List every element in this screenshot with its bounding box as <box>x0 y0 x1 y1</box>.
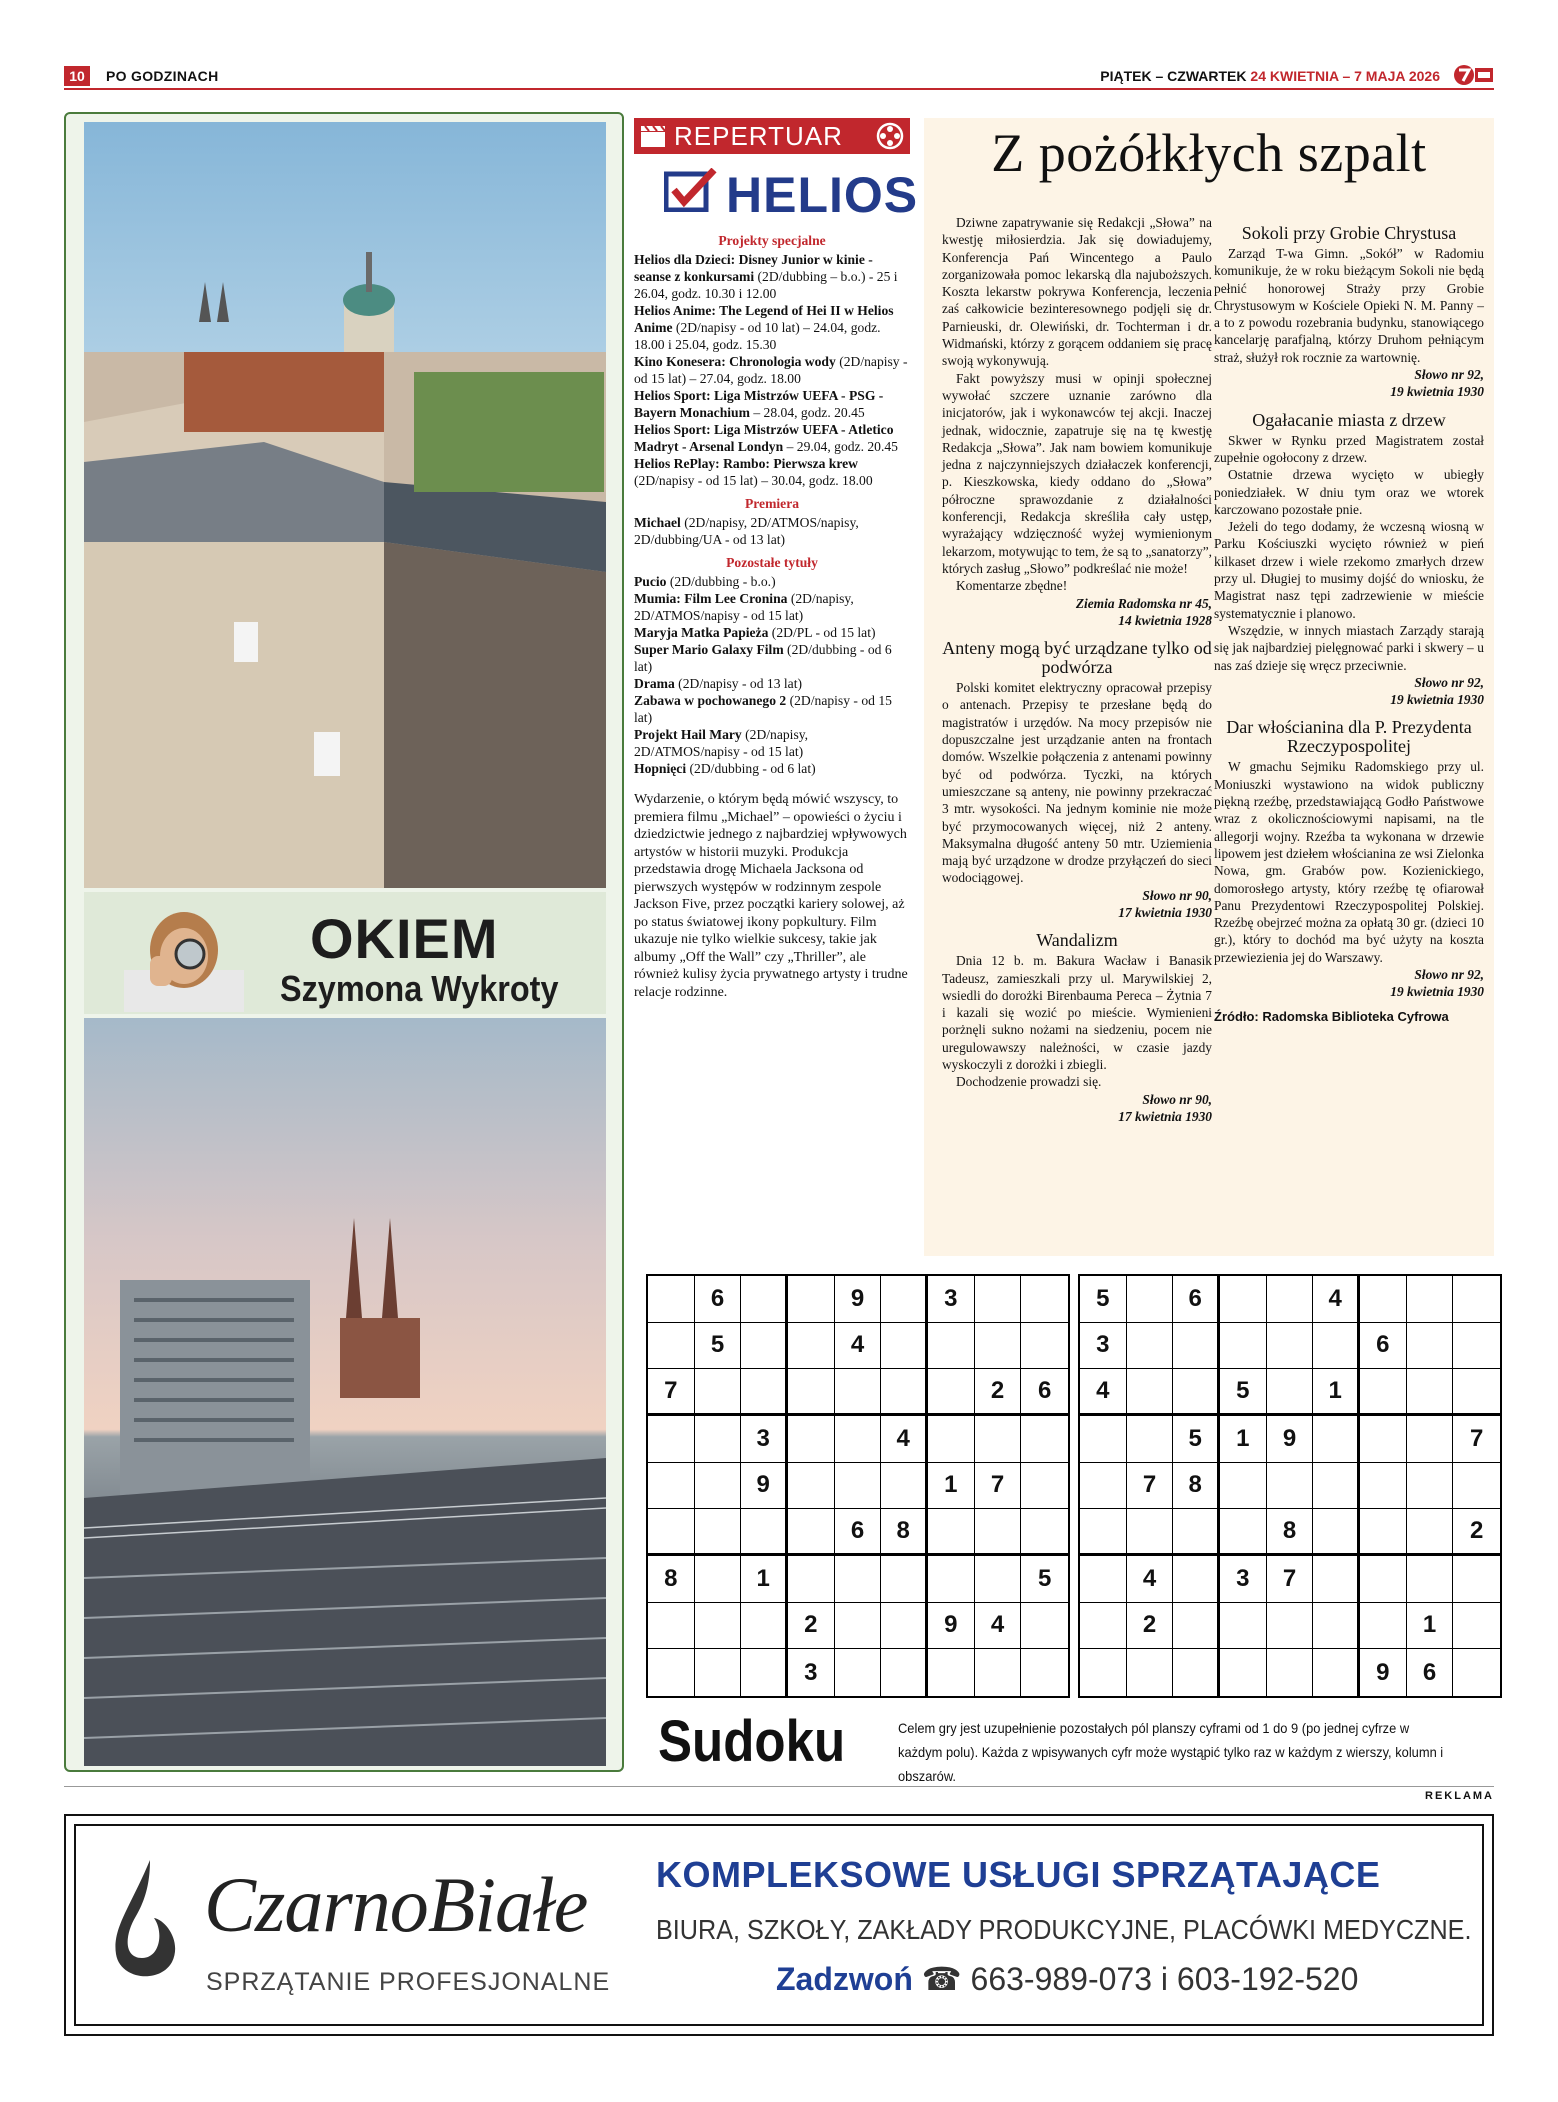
sudoku-cell[interactable] <box>1453 1603 1500 1650</box>
sudoku-cell[interactable] <box>1021 1603 1068 1650</box>
sudoku-cell[interactable] <box>1021 1323 1068 1370</box>
ad-brand-tagline: SPRZĄTANIE PROFESJONALNE <box>206 1968 611 1996</box>
sudoku-cell[interactable] <box>1220 1603 1267 1650</box>
ad-subline: BIURA, SZKOŁY, ZAKŁADY PRODUKCYJNE, PLACÓWKI MEDYCZNE. <box>656 1914 1472 1945</box>
sudoku-cell[interactable] <box>928 1649 975 1696</box>
sudoku-cell[interactable] <box>1173 1603 1220 1650</box>
sudoku-cell[interactable]: 6 <box>1173 1276 1220 1323</box>
sudoku-cell[interactable] <box>788 1463 835 1510</box>
sudoku-cell[interactable] <box>1407 1556 1454 1603</box>
movie-details: (2D/napisy, 2D/ATMOS/napisy - od 15 lat) <box>634 727 809 759</box>
sudoku-cell[interactable]: 9 <box>1360 1649 1407 1696</box>
sudoku-cell[interactable]: 4 <box>835 1323 882 1370</box>
archive-title: Z pożółkłych szpalt <box>991 123 1427 183</box>
archive-paragraph: Polski komitet elektryczny opracował przepisy o antenach. Przepisy te przesłane będą do magistratów i urzędów. Na mocy przepisów nie dopuszczalne jest urządzanie anten na frontach domów. Wszelkie połączenia z antenami powinny być od podwórza. Tyczki, na których umieszczane są anteny, nie powinny przekraczać 3 mtr. wysokości. Na jednym kominie nie może być przymocowanych więcej, niż 2 anteny. Maksymalna długość anteny 50 mtr. Uziemienia mają być urządzone w drodze przyłączeń do sieci wodociągowej. <box>942 680 1212 886</box>
sudoku-cell[interactable]: 8 <box>1267 1509 1314 1556</box>
movie-title: Mumia: Film Lee Cronina <box>634 591 788 606</box>
repertoire-item <box>634 573 910 590</box>
city-rooftops-photo <box>84 122 606 888</box>
sudoku-cell[interactable] <box>1080 1556 1127 1603</box>
repertoire-item <box>634 624 910 641</box>
sudoku-cell[interactable]: 3 <box>1220 1556 1267 1603</box>
sudoku-cell[interactable] <box>1021 1649 1068 1696</box>
movie-title: Projekt Hail Mary <box>634 727 742 742</box>
sudoku-cell[interactable] <box>835 1416 882 1463</box>
movie-details: (2D/napisy - od 15 lat) <box>634 693 892 725</box>
archive-paragraph: Jeżeli do tego dodamy, że wczesną wiosną w Parku Kościuszki wycięto również w pień kilkaset drzew i wiele rzekomo zmarłych drzew przy ul. Długiej to musimy dojść do wniosku, że Magistrat nasz tępi zadrzewienie w mieście systematycznie i planowo. <box>1214 519 1484 621</box>
movie-details: (2D/napisy - od 15 lat) – 30.04, godz. 18.00 <box>634 473 873 488</box>
movie-title: Helios RePlay: Rambo: Pierwsza krew <box>634 456 858 471</box>
sudoku-cell[interactable] <box>1220 1649 1267 1696</box>
phone-icon: ☎ <box>921 1961 962 1997</box>
archive-source: Słowo nr 92, <box>1414 367 1484 383</box>
sudoku-cell[interactable] <box>1173 1556 1220 1603</box>
ad-phone-numbers: 663-989-073 i 603-192-520 <box>970 1961 1359 1997</box>
movie-details: (2D/napisy, 2D/ATMOS/napisy - od 15 lat) <box>634 591 854 623</box>
archive-headline: Sokoli przy Grobie Chrystusa <box>1241 223 1457 243</box>
sudoku-cell[interactable]: 4 <box>881 1416 928 1463</box>
sudoku-cell[interactable]: 8 <box>648 1556 695 1603</box>
railway-illustration <box>84 1018 606 1766</box>
archive-paragraph: Dziwne zapatrywanie się Redakcji „Słowa” na kwestję miłosierdzia. Jak się dowiadujemy, Konferencja Pań Wincentego a Paulo zorganizowała pomoc lekarską dla najuboższych. Koszta lekarstw pokrywa Konferencja, leczenia zaś całkowicie bezinteresownego podjęli się dr. Parnieuski, dr. Olewiński, dr. Tochterman i dr. Widmański, którzy z gorącem oddaniem się pracę swoją wykonywują. <box>942 215 1212 369</box>
archive-paragraph: Komentarze zbędne! <box>956 578 1068 594</box>
clapperboard-icon <box>640 124 666 148</box>
sudoku-cell[interactable] <box>1407 1369 1454 1416</box>
repertoire-item <box>634 514 910 548</box>
sudoku-cell[interactable] <box>695 1509 742 1556</box>
movie-details: (2D/napisy - od 13 lat) <box>674 676 803 691</box>
archive-headline: Anteny mogą być urządzane tylko od podwórza <box>942 638 1212 678</box>
city-railway-photo <box>84 1018 606 1766</box>
sudoku-cell[interactable]: 9 <box>928 1603 975 1650</box>
movie-title: Helios dla Dzieci: Disney Junior w kinie - seanse z konkursami <box>634 252 873 284</box>
sudoku-cell[interactable] <box>1021 1276 1068 1323</box>
sudoku-cell[interactable] <box>1220 1323 1267 1370</box>
sudoku-cell[interactable] <box>741 1369 788 1416</box>
sudoku-cell[interactable] <box>835 1463 882 1510</box>
archive-column-left <box>942 214 1212 1125</box>
sudoku-cell[interactable] <box>1407 1463 1454 1510</box>
sudoku-cell[interactable] <box>648 1276 695 1323</box>
sudoku-cell[interactable]: 8 <box>1173 1463 1220 1510</box>
sudoku-cell[interactable] <box>881 1556 928 1603</box>
sudoku-cell[interactable] <box>741 1276 788 1323</box>
archive-source: 17 kwietnia 1930 <box>1118 1108 1212 1124</box>
movie-details: (2D/dubbing - od 6 lat) <box>686 761 816 776</box>
sudoku-cell[interactable] <box>1220 1276 1267 1323</box>
sudoku-cell[interactable] <box>1127 1323 1174 1370</box>
archive-headline: Dar włościanina dla P. Prezydenta Rzeczypospolitej <box>1226 717 1472 757</box>
sudoku-cell[interactable] <box>695 1369 742 1416</box>
movie-details: (2D/napisy - od 15 lat) – 27.04, godz. 18.00 <box>634 354 908 386</box>
page-number: 10 <box>64 66 90 86</box>
sudoku-cell[interactable] <box>648 1509 695 1556</box>
archive-source: 19 kwietnia 1930 <box>1390 984 1484 1000</box>
sudoku-cell[interactable] <box>928 1416 975 1463</box>
sudoku-cell[interactable] <box>1021 1463 1068 1510</box>
sudoku-cell[interactable]: 4 <box>1313 1276 1360 1323</box>
sudoku-cell[interactable] <box>1127 1416 1174 1463</box>
repertoire-header-label: REPERTUAR <box>674 121 843 151</box>
page-header <box>64 64 1494 90</box>
archive-source: 19 kwietnia 1930 <box>1390 692 1484 708</box>
sudoku-cell[interactable] <box>1453 1463 1500 1510</box>
movie-title: Michael <box>634 515 681 530</box>
sudoku-cell[interactable]: 3 <box>788 1649 835 1696</box>
sudoku-cell[interactable] <box>1313 1323 1360 1370</box>
archive-column-right <box>1214 214 1484 1024</box>
sudoku-cell[interactable] <box>1080 1416 1127 1463</box>
sudoku-cell[interactable] <box>881 1369 928 1416</box>
sudoku-cell[interactable]: 7 <box>1127 1463 1174 1510</box>
repertoire-item <box>634 387 910 421</box>
column-brand <box>84 892 606 1014</box>
photo-column <box>64 112 624 1772</box>
repertoire-category: Premiera <box>744 496 800 511</box>
sudoku-cell[interactable] <box>788 1323 835 1370</box>
sudoku-cell[interactable]: 6 <box>1407 1649 1454 1696</box>
sudoku-cell[interactable] <box>1267 1276 1314 1323</box>
sudoku-cell[interactable] <box>975 1323 1022 1370</box>
sudoku-cell[interactable] <box>788 1276 835 1323</box>
sudoku-cell[interactable] <box>1267 1463 1314 1510</box>
archive-paragraph: Skwer w Rynku przed Magistratem został zupełnie ogołocony z drzew. <box>1214 432 1484 465</box>
ink-drop-logo-icon <box>110 1858 180 1988</box>
sudoku-cell[interactable]: 3 <box>928 1276 975 1323</box>
ad-brand-logo: CzarnoBiałe <box>204 1861 588 1948</box>
sudoku-cell[interactable] <box>788 1509 835 1556</box>
archive-source: 17 kwietnia 1930 <box>1118 904 1212 920</box>
issue-date-prefix: PIĄTEK – CZWARTEK <box>1100 68 1247 84</box>
sudoku-cell[interactable] <box>1360 1463 1407 1510</box>
sudoku-cell[interactable] <box>1173 1509 1220 1556</box>
movie-details: (2D/dubbing - b.o.) <box>666 574 776 589</box>
archive-source: Ziemia Radomska nr 45, <box>1075 595 1212 611</box>
movie-title: Kino Konesera: Chronologia wody <box>634 354 836 369</box>
sudoku-cell[interactable] <box>881 1323 928 1370</box>
sudoku-cell[interactable] <box>1080 1509 1127 1556</box>
sudoku-cell[interactable] <box>788 1369 835 1416</box>
archive-headline: Wandalizm <box>1036 930 1118 951</box>
sudoku-cell[interactable]: 2 <box>975 1369 1022 1416</box>
movie-details: – 28.04, godz. 20.45 <box>749 405 865 420</box>
repertoire-list <box>634 232 910 777</box>
sudoku-cell[interactable] <box>648 1416 695 1463</box>
sudoku-cell[interactable] <box>928 1323 975 1370</box>
sudoku-cell[interactable]: 8 <box>881 1509 928 1556</box>
sudoku-cell[interactable]: 4 <box>1127 1556 1174 1603</box>
repertoire-item <box>634 421 910 455</box>
sudoku-cell[interactable] <box>695 1603 742 1650</box>
sudoku-cell[interactable]: 1 <box>1313 1369 1360 1416</box>
sudoku-cell[interactable] <box>835 1369 882 1416</box>
archive-credit: Źródło: Radomska Biblioteka Cyfrowa <box>1214 1008 1449 1024</box>
sudoku-cell[interactable] <box>1220 1509 1267 1556</box>
sudoku-cell[interactable] <box>695 1556 742 1603</box>
sudoku-cell[interactable] <box>1313 1649 1360 1696</box>
sudoku-cell[interactable] <box>975 1649 1022 1696</box>
column-brand-subtitle: Szymona Wykroty <box>280 968 559 1009</box>
archive-paragraph: Ostatnie drzewa wycięto w ubiegły poniedziałek. W dniu tym oraz we wtorek karczowano pozostałe pnie. <box>1214 467 1484 517</box>
sudoku-cell[interactable] <box>1080 1649 1127 1696</box>
movie-details: – 29.04, godz. 20.45 <box>783 439 898 454</box>
sudoku-rules: Celem gry jest uzupełnienie pozostałych pól planszy cyframi od 1 do 9 (po jednej cyfrze w każdym polu). Każda z wpisywanych cyfr może wystąpić tylko raz w każdym z wierszy, kolumn i obszarów. <box>898 1720 1444 1784</box>
movie-details: (2D/PL - od 15 lat) <box>768 625 876 640</box>
movie-title: Super Mario Galaxy Film <box>634 642 784 657</box>
sudoku-cell[interactable]: 9 <box>741 1463 788 1510</box>
ad-contact <box>776 1960 1358 1998</box>
sudoku-cell[interactable]: 5 <box>1080 1276 1127 1323</box>
sudoku-section <box>634 1270 1494 1790</box>
sudoku-cell[interactable]: 7 <box>1453 1416 1500 1463</box>
repertoire-header <box>634 118 910 154</box>
movie-title: Pucio <box>634 574 667 589</box>
movie-title: Maryja Matka Papieża <box>634 625 769 640</box>
sudoku-cell[interactable] <box>788 1556 835 1603</box>
repertoire-description: Wydarzenie, o którym będą mówić wszyscy, to premiera filmu „Michael” – opowieści o życiu i dziedzictwie jednego z najbardziej wpływowych artystów w historii muzyki. Produkcja przedstawia drogę Michaela Jacksona od pierwszych występów w rodzinnym zespole Jackson Five, przez początki kariery solowej, aż po status światowej ikony popkultury. Film ukazuje nie tylko wielkie sukcesy, takie jak albumy „Off the Wall” czy „Thriller”, ale również kulisy życia prywatnego artysty i trudne relacje rodzinne. <box>634 792 908 1000</box>
sudoku-cell[interactable] <box>835 1649 882 1696</box>
sudoku-cell[interactable] <box>1360 1556 1407 1603</box>
sudoku-cell[interactable] <box>648 1603 695 1650</box>
sudoku-cell[interactable] <box>1127 1276 1174 1323</box>
sudoku-cell[interactable]: 1 <box>1220 1416 1267 1463</box>
sudoku-cell[interactable] <box>741 1509 788 1556</box>
movie-title: Helios Sport: Liga Mistrzów UEFA - Atletico Madryt - Arsenal Londyn <box>634 422 894 454</box>
archive-headline: Ogałacanie miasta z drzew <box>1252 409 1446 430</box>
archive-source: Słowo nr 92, <box>1414 966 1484 982</box>
sudoku-cell[interactable] <box>648 1649 695 1696</box>
repertoire-item <box>634 692 910 726</box>
sudoku-cell[interactable]: 9 <box>1267 1416 1314 1463</box>
sudoku-cell[interactable] <box>1313 1603 1360 1650</box>
sudoku-cell[interactable]: 6 <box>695 1276 742 1323</box>
sudoku-grid-2 <box>1078 1274 1502 1698</box>
sudoku-cell[interactable]: 2 <box>788 1603 835 1650</box>
archive-paragraph: Fakt powyższy musi w opinji społecznej wywołać szczere uznanie zarówno dla inicjatorów, jak i wykonawców tej akcji. Inaczej jednak, widocznie, zapatruje się na tę kwestję Redakcja „Słowa”. Jak nam bowiem komunikuje jedna z najczynniejszych działaczek konferencji, p. Kieszkowska, kiedy oddano do „Słowa” półroczne sprawozdanie z działalności konferencji, Redakcja skreśliła cały ustęp, wyrażający wdzięczność wyżej wymienionym lekarzom, motywując to tem, że są to „sanatorzy”, których zasług „Słowo” podkreślać nie może! <box>942 370 1212 576</box>
sudoku-cell[interactable] <box>1360 1509 1407 1556</box>
sudoku-cell[interactable] <box>1453 1369 1500 1416</box>
repertoire-category: Projekty specjalne <box>718 233 826 248</box>
sudoku-cell[interactable] <box>928 1509 975 1556</box>
film-reel-icon <box>876 122 904 150</box>
sudoku-cell[interactable] <box>1127 1509 1174 1556</box>
section-name: PO GODZINACH <box>106 68 219 84</box>
sudoku-cell[interactable] <box>1127 1649 1174 1696</box>
sudoku-cell[interactable] <box>1407 1323 1454 1370</box>
ad-label: REKLAMA <box>1425 1790 1494 1802</box>
sudoku-cell[interactable] <box>1453 1556 1500 1603</box>
sudoku-cell[interactable] <box>1453 1649 1500 1696</box>
publication-logo-icon <box>1452 64 1494 86</box>
archive-paragraph: W gmachu Sejmiku Radomskiego przy ul. Moniuszki wystawiono na widok publiczny piękną rzeźbę, przedstawiającą Godło Państwowe wraz z okolicznościowymi napisami, na tle allegorji wojny. Rzeźba ta wykonana w drzewie lipowem jest dziełem włościanina ze wsi Zielonka Nowa, gm. Grabów pow. Kozienickiego, domorosłego artysty, który rzeźbę tę ofiarował Panu Prezydentowi Rzeczypospolitej Polskiej. Rzeźbę obejrzeć można za opłatą 30 gr. (dzieci 10 gr.), który to dochód ma być użyty na koszta przewiezienia jej do Warszawy. <box>1214 759 1484 965</box>
helios-check-icon <box>664 168 718 212</box>
sudoku-cell[interactable] <box>741 1603 788 1650</box>
sudoku-cell[interactable] <box>1173 1323 1220 1370</box>
sudoku-cell[interactable] <box>695 1416 742 1463</box>
movie-title: Zabawa w pochowanego 2 <box>634 693 787 708</box>
archive-source: Słowo nr 92, <box>1414 674 1484 690</box>
sudoku-cell[interactable]: 3 <box>1080 1323 1127 1370</box>
sudoku-cell[interactable] <box>1313 1556 1360 1603</box>
sudoku-cell[interactable]: 1 <box>741 1556 788 1603</box>
sudoku-cell[interactable] <box>741 1649 788 1696</box>
sudoku-cell[interactable]: 5 <box>1021 1556 1068 1603</box>
sudoku-cell[interactable] <box>975 1556 1022 1603</box>
sudoku-cell[interactable] <box>648 1463 695 1510</box>
archive-paragraph: Wszędzie, w innych miastach Zarządy starają się jak najbardziej pielęgnować parki i skwery – u nas zaś dzieje się wręcz przeciwnie. <box>1214 622 1484 673</box>
sudoku-cell[interactable] <box>881 1276 928 1323</box>
archive-paragraph: Dochodzenie prowadzi się. <box>956 1074 1102 1090</box>
sudoku-cell[interactable] <box>1267 1323 1314 1370</box>
sudoku-cell[interactable]: 7 <box>975 1463 1022 1510</box>
archive-paragraph: Zarząd T-wa Gimn. „Sokół” w Radomiu komunikuje, że w roku bieżącym Sokoli nie będą pełnić honorowej Straży przy Grobie Chrystusowym w Kościele Opieki N. M. Panny – a to z powodu rozebrania budynku, stanowiącego kancelarję parafjalną, którzy Druhom pełniącym straż, służył rok rocznie za wartownię. <box>1214 246 1484 365</box>
archive-source: 14 kwietnia 1928 <box>1118 612 1212 628</box>
movie-details: (2D/dubbing – b.o.) - 25 i 26.04, godz. 10.30 i 12.00 <box>634 269 898 301</box>
sudoku-cell[interactable] <box>1407 1276 1454 1323</box>
ad-call-label: Zadzwoń <box>776 1961 913 1997</box>
movie-details: (2D/napisy - od 10 lat) – 24.04, godz. 18.00 i 25.04, godz. 15.30 <box>634 320 881 352</box>
sudoku-cell[interactable] <box>1080 1603 1127 1650</box>
sudoku-cell[interactable] <box>1453 1276 1500 1323</box>
sudoku-cell[interactable]: 5 <box>1220 1369 1267 1416</box>
sudoku-cell[interactable] <box>881 1603 928 1650</box>
sudoku-cell[interactable]: 3 <box>741 1416 788 1463</box>
cinema-repertoire <box>634 118 919 1258</box>
repertoire-item <box>634 251 910 302</box>
issue-date <box>1100 68 1440 84</box>
sudoku-cell[interactable] <box>1173 1649 1220 1696</box>
issue-date-range: 24 KWIETNIA – 7 MAJA 2026 <box>1250 68 1440 84</box>
sudoku-cell[interactable] <box>695 1649 742 1696</box>
sudoku-cell[interactable] <box>881 1649 928 1696</box>
sudoku-cell[interactable]: 5 <box>1173 1416 1220 1463</box>
sudoku-cell[interactable] <box>1360 1276 1407 1323</box>
sudoku-cell[interactable] <box>695 1463 742 1510</box>
sudoku-cell[interactable]: 1 <box>928 1463 975 1510</box>
advertisement <box>64 1814 1494 2036</box>
sudoku-cell[interactable] <box>1080 1463 1127 1510</box>
sudoku-cell[interactable] <box>975 1509 1022 1556</box>
sudoku-cell[interactable] <box>1220 1463 1267 1510</box>
repertoire-item <box>634 726 910 760</box>
ad-divider <box>64 1786 1494 1787</box>
sudoku-cell[interactable] <box>928 1369 975 1416</box>
sudoku-cell[interactable] <box>788 1416 835 1463</box>
cinema-name: HELIOS <box>726 167 919 223</box>
sudoku-cell[interactable]: 6 <box>835 1509 882 1556</box>
repertoire-item <box>634 675 910 692</box>
sudoku-cell[interactable] <box>648 1323 695 1370</box>
sudoku-cell[interactable] <box>1267 1603 1314 1650</box>
sudoku-cell[interactable] <box>1313 1509 1360 1556</box>
movie-title: Drama <box>634 676 675 691</box>
sudoku-cell[interactable] <box>975 1276 1022 1323</box>
movie-title: Helios Sport: Liga Mistrzów UEFA - PSG - Bayern Monachium <box>634 388 884 420</box>
sudoku-cell[interactable]: 1 <box>1407 1603 1454 1650</box>
sudoku-cell[interactable] <box>975 1416 1022 1463</box>
sudoku-grid-1 <box>646 1274 1070 1698</box>
sudoku-cell[interactable] <box>1267 1649 1314 1696</box>
archive-source: 19 kwietnia 1930 <box>1390 384 1484 400</box>
sudoku-cell[interactable] <box>1173 1369 1220 1416</box>
sudoku-cell[interactable] <box>835 1603 882 1650</box>
repertoire-item <box>634 590 910 624</box>
sudoku-cell[interactable]: 4 <box>1080 1369 1127 1416</box>
sudoku-cell[interactable] <box>928 1556 975 1603</box>
repertoire-item <box>634 760 910 777</box>
repertoire-item <box>634 302 910 353</box>
sudoku-cell[interactable] <box>835 1556 882 1603</box>
sudoku-cell[interactable] <box>1267 1369 1314 1416</box>
sudoku-cell[interactable] <box>1313 1416 1360 1463</box>
sudoku-cell[interactable] <box>1360 1416 1407 1463</box>
movie-title: Helios Anime: The Legend of Hei II w Helios Anime <box>634 303 894 335</box>
movie-details: (2D/napisy, 2D/ATMOS/napisy, 2D/dubbing/UA - od 13 lat) <box>634 515 859 547</box>
columnist-figure-icon <box>104 900 264 1012</box>
sudoku-cell[interactable] <box>1453 1323 1500 1370</box>
repertoire-item <box>634 353 910 387</box>
sudoku-cell[interactable]: 6 <box>1021 1369 1068 1416</box>
sudoku-cell[interactable] <box>1407 1416 1454 1463</box>
sudoku-cell[interactable]: 4 <box>975 1603 1022 1650</box>
advertisement-frame <box>74 1824 1484 2026</box>
sudoku-cell[interactable] <box>1313 1463 1360 1510</box>
movie-title: Hopnięci <box>634 761 687 776</box>
sudoku-cell[interactable] <box>1407 1509 1454 1556</box>
sudoku-cell[interactable]: 5 <box>695 1323 742 1370</box>
repertoire-item <box>634 455 910 489</box>
sudoku-cell[interactable] <box>881 1463 928 1510</box>
sudoku-cell[interactable]: 9 <box>835 1276 882 1323</box>
repertoire-category: Pozostałe tytuły <box>726 555 818 570</box>
repertoire-item <box>634 641 910 675</box>
sudoku-cell[interactable]: 2 <box>1127 1603 1174 1650</box>
sudoku-cell[interactable] <box>1021 1416 1068 1463</box>
archive-source: Słowo nr 90, <box>1142 1091 1212 1107</box>
cinema-logo <box>634 167 919 223</box>
sudoku-cell[interactable]: 7 <box>648 1369 695 1416</box>
archive-paragraph: Dnia 12 b. m. Bakura Wacław i Banasik Tadeusz, zamieszkali przy ul. Marywilskiej 2, wsiedli do dorożki Birenbauma Pereca – Żytnia 7 i kazali się wozić po mieście. Wymienieni porżnęli sukno nożami na siedzeniu, pocem nie uregulowawszy należności, w czasie jazdy wyskoczyli z dorożki i zbiegli. <box>942 953 1212 1073</box>
rooftops-illustration <box>84 122 606 888</box>
movie-details: (2D/dubbing - od 6 lat) <box>634 642 892 674</box>
sudoku-cell[interactable] <box>741 1323 788 1370</box>
sudoku-cell[interactable] <box>1360 1369 1407 1416</box>
sudoku-title: Sudoku <box>658 1709 846 1774</box>
sudoku-cell[interactable]: 6 <box>1360 1323 1407 1370</box>
column-brand-title: OKIEM <box>310 907 499 970</box>
archive-section <box>924 118 1494 1256</box>
sudoku-cell[interactable]: 2 <box>1453 1509 1500 1556</box>
sudoku-cell[interactable] <box>1360 1603 1407 1650</box>
sudoku-cell[interactable] <box>1127 1369 1174 1416</box>
ad-headline: KOMPLEKSOWE USŁUGI SPRZĄTAJĄCE <box>656 1854 1381 1895</box>
archive-source: Słowo nr 90, <box>1142 887 1212 903</box>
sudoku-cell[interactable]: 7 <box>1267 1556 1314 1603</box>
sudoku-cell[interactable] <box>1021 1509 1068 1556</box>
